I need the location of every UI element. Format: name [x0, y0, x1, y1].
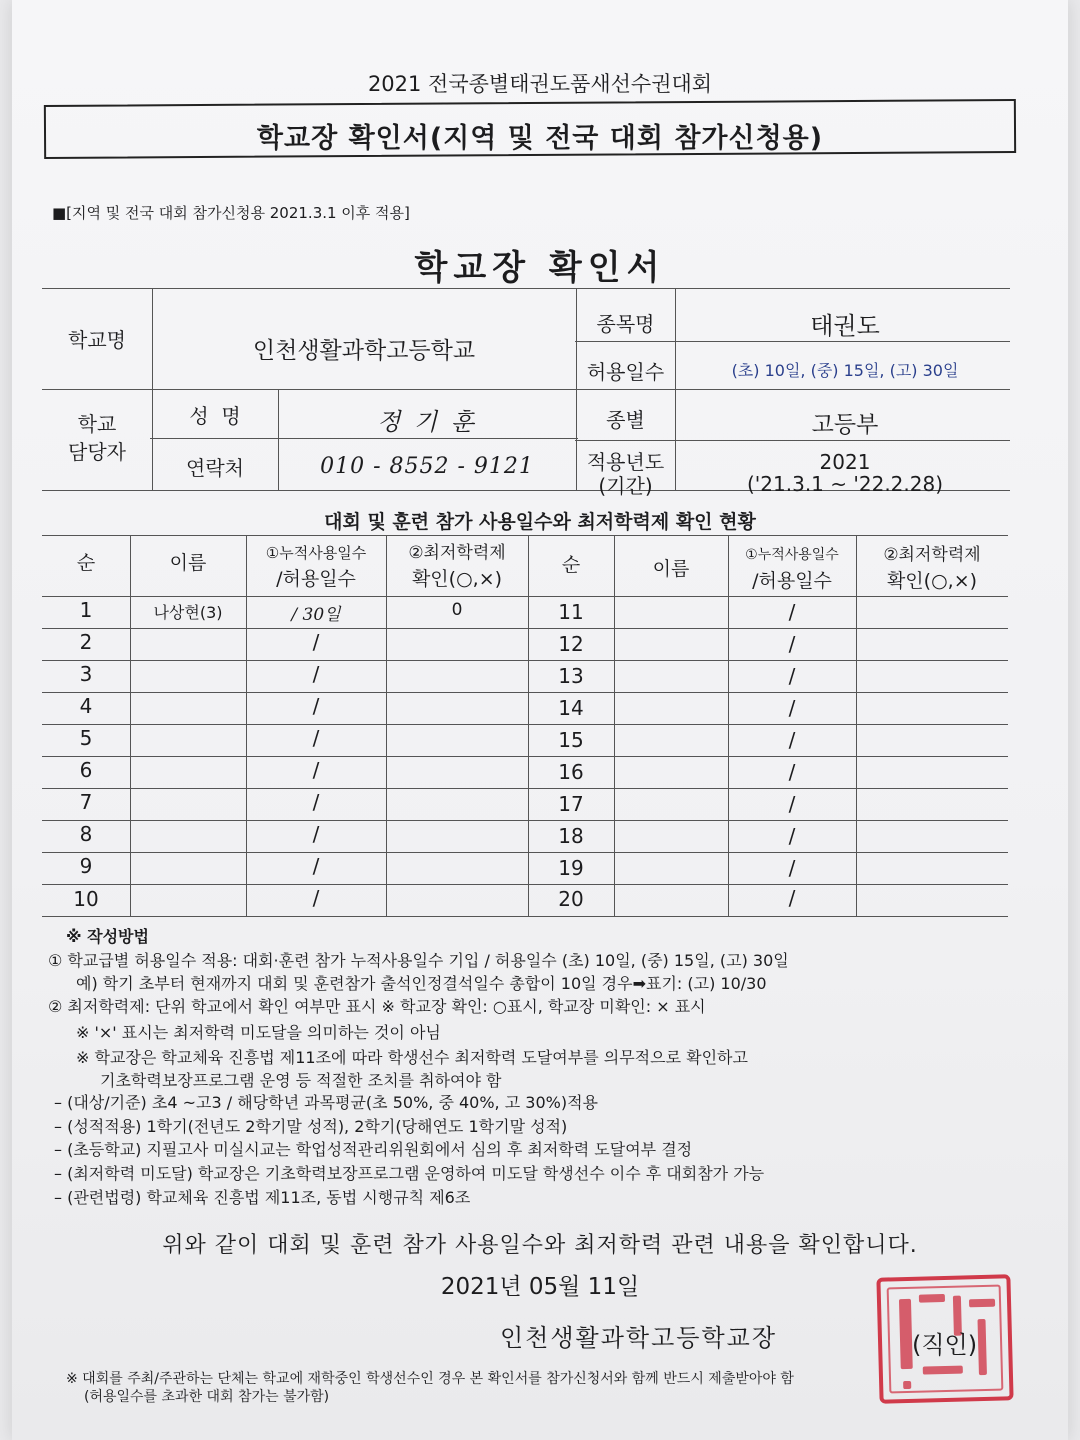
main-title: 학교장 확인서: [414, 248, 666, 288]
col-header-check-right-2: 확인(○,×): [886, 570, 978, 592]
row-days: / 30일: [291, 605, 341, 625]
col-header-check-left-1: ②최저학력제: [408, 543, 506, 563]
rule: [42, 692, 1008, 693]
year-label-1: 적용년도: [586, 450, 665, 474]
row-number: 14: [558, 696, 584, 720]
division-value: 고등부: [811, 412, 879, 438]
row-days: /: [788, 696, 796, 720]
year-value-2: ('21.3.1 ~ '22.2.28): [746, 472, 944, 496]
school-principal: 인천생활과학고등학교장: [500, 1324, 778, 1352]
col-header-name-right: 이름: [652, 558, 690, 580]
row-number: 2: [79, 630, 93, 654]
method-line: – (성적적용) 1학기(전년도 2학기말 성적), 2학기(당해연도 1학기말 성적): [54, 1117, 568, 1136]
rule: [614, 535, 615, 916]
manager-label-1: 학교: [77, 412, 117, 436]
seal-label: (직인): [912, 1331, 978, 1359]
rule: [42, 724, 1008, 725]
event-title: 2021 전국종별태권도품새선수권대회: [367, 72, 713, 96]
row-days: /: [788, 632, 796, 656]
rule: [42, 788, 1008, 789]
seal-glyph: [919, 1294, 945, 1303]
row-days: /: [312, 630, 320, 654]
allowed-label: 허용일수: [586, 360, 665, 384]
col-header-days-left-1: ①누적사용일수: [265, 544, 367, 562]
seal-glyph: [977, 1319, 986, 1375]
col-header-name-left: 이름: [169, 552, 207, 574]
school-value: 인천생활과학고등학교: [252, 338, 476, 364]
rule: [42, 916, 1008, 917]
footnote-line: (허용일수를 초과한 대회 참가는 불가함): [84, 1389, 330, 1405]
method-line: – (최저학력 미도달) 학교장은 기초학력보장프로그램 운영하여 미도달 학생선수 이수 후 대회참가 가능: [54, 1164, 765, 1183]
row-number: 7: [79, 790, 93, 814]
col-header-check-right-1: ②최저학력제: [883, 545, 981, 565]
row-days: /: [788, 824, 796, 848]
row-number: 17: [558, 792, 584, 816]
rule: [386, 535, 387, 916]
row-days: /: [312, 758, 320, 782]
year-label-2: (기간): [598, 474, 653, 498]
row-days: /: [788, 856, 796, 880]
school-label: 학교명: [68, 328, 126, 352]
row-days: /: [312, 886, 320, 910]
method-heading: ※ 작성방법: [66, 927, 149, 946]
row-number: 19: [558, 856, 584, 880]
rule: [42, 596, 1008, 597]
name-label: 성 명: [189, 404, 241, 428]
footnote-line: ※ 대회를 주최/주관하는 단체는 학교에 재학중인 학생선수인 경우 본 확인서를 참가신청서와 함께 반드시 제출받아야 함: [66, 1371, 794, 1387]
method-line: ② 최저학력제: 단위 학교에서 확인 여부만 표시 ※ 학교장 확인: ○표시, 학교장 미확인: × 표시: [48, 997, 706, 1016]
col-header-days-right-2: /허용일수: [752, 570, 832, 592]
year-value-1: 2021: [819, 450, 871, 474]
row-number: 15: [558, 728, 584, 752]
row-number: 5: [79, 726, 93, 750]
document-date: 2021년 05월 11일: [440, 1274, 640, 1300]
seal-glyph: [969, 1299, 995, 1308]
row-days: /: [788, 886, 796, 910]
rule: [575, 341, 1010, 342]
row-days: /: [312, 726, 320, 750]
rule: [130, 535, 131, 916]
method-line: 기초학력보장프로그램 운영 등 적절한 조치를 취하여야 함: [100, 1071, 502, 1090]
row-number: 9: [79, 854, 93, 878]
rule: [42, 884, 1008, 885]
rule: [42, 389, 1010, 390]
row-number: 10: [73, 887, 99, 911]
row-number: 3: [79, 662, 93, 686]
col-header-days-left-2: /허용일수: [276, 568, 356, 590]
sport-value: 태권도: [810, 312, 880, 340]
rule: [150, 438, 578, 439]
row-days: /: [312, 662, 320, 686]
row-name: 나상현(3): [153, 603, 223, 622]
method-line: 예) 학기 초부터 현재까지 대회 및 훈련참가 출석인정결석일수 총합이 10일 경우➡표기: (고) 10/30: [76, 974, 767, 993]
rule: [42, 756, 1008, 757]
row-days: /: [788, 600, 796, 624]
contact-label: 연락처: [186, 456, 244, 480]
manager-label-2: 담당자: [68, 440, 126, 464]
method-line: ※ '×' 표시는 최저학력 미도달을 의미하는 것이 아님: [76, 1023, 441, 1042]
row-days: /: [788, 664, 796, 688]
rule: [42, 535, 1008, 536]
row-days: /: [312, 854, 320, 878]
contact-value: 010 - 8552 - 9121: [320, 454, 534, 479]
confirm-statement: 위와 같이 대회 및 훈련 참가 사용일수와 최저학력 관련 내용을 확인합니다.: [162, 1233, 918, 1258]
division-label: 종별: [606, 408, 645, 432]
row-days: /: [312, 822, 320, 846]
allowed-value: (초) 10일, (중) 15일, (고) 30일: [731, 361, 959, 380]
row-number: 6: [79, 758, 93, 782]
col-header-check-left-2: 확인(○,×): [411, 568, 503, 590]
method-line: – (대상/기준) 초4 ~고3 / 해당학년 과목평균(초 50%, 중 40%, 고 30%)적용: [54, 1093, 598, 1112]
method-line: – (관련법령) 학교체육 진흥법 제11조, 동법 시행규칙 제6조: [54, 1188, 471, 1207]
row-days: /: [312, 790, 320, 814]
notice-line: ■[지역 및 전국 대회 참가신청용 2021.3.1 이후 적용]: [52, 204, 410, 222]
row-days: /: [788, 728, 796, 752]
col-header-days-right-1: ①누적사용일수: [745, 547, 839, 563]
method-line: – (초등학교) 지필고사 미실시교는 학업성적관리위원회에서 심의 후 최저학력 도달여부 결정: [54, 1140, 693, 1159]
col-header-no-left: 순: [76, 552, 96, 574]
col-header-no-right: 순: [561, 554, 581, 576]
rule: [42, 660, 1008, 661]
sport-label: 종목명: [596, 312, 655, 336]
rule: [42, 820, 1008, 821]
rule: [42, 288, 1010, 289]
row-number: 13: [558, 664, 584, 688]
box-title: 학교장 확인서(지역 및 전국 대회 참가신청용): [256, 123, 824, 154]
method-line: ① 학교급별 허용일수 적용: 대회·훈련 참가 누적사용일수 기입 / 허용일수 (초) 10일, (중) 15일, (고) 30일: [48, 951, 789, 970]
row-number: 12: [558, 632, 584, 656]
row-days: /: [788, 792, 796, 816]
table-title: 대회 및 훈련 참가 사용일수와 최저학력제 확인 현황: [324, 511, 756, 533]
row-days: /: [312, 694, 320, 718]
row-number: 18: [558, 824, 584, 848]
rule: [42, 852, 1008, 853]
row-number: 4: [79, 694, 93, 718]
name-value: 정 기 훈: [377, 408, 477, 436]
row-number: 11: [558, 600, 584, 624]
row-days: /: [788, 760, 796, 784]
rule: [575, 440, 1010, 441]
rule: [42, 628, 1008, 629]
seal-glyph: [899, 1299, 913, 1369]
row-check: 0: [451, 600, 463, 620]
row-number: 16: [558, 760, 584, 784]
row-number: 8: [79, 822, 93, 846]
method-line: ※ 학교장은 학교체육 진흥법 제11조에 따라 학생선수 최저학력 도달여부를 의무적으로 확인하고: [76, 1048, 748, 1067]
row-number: 1: [79, 598, 93, 622]
row-number: 20: [558, 887, 584, 911]
seal-glyph: [923, 1366, 963, 1375]
seal-glyph: [903, 1381, 911, 1389]
